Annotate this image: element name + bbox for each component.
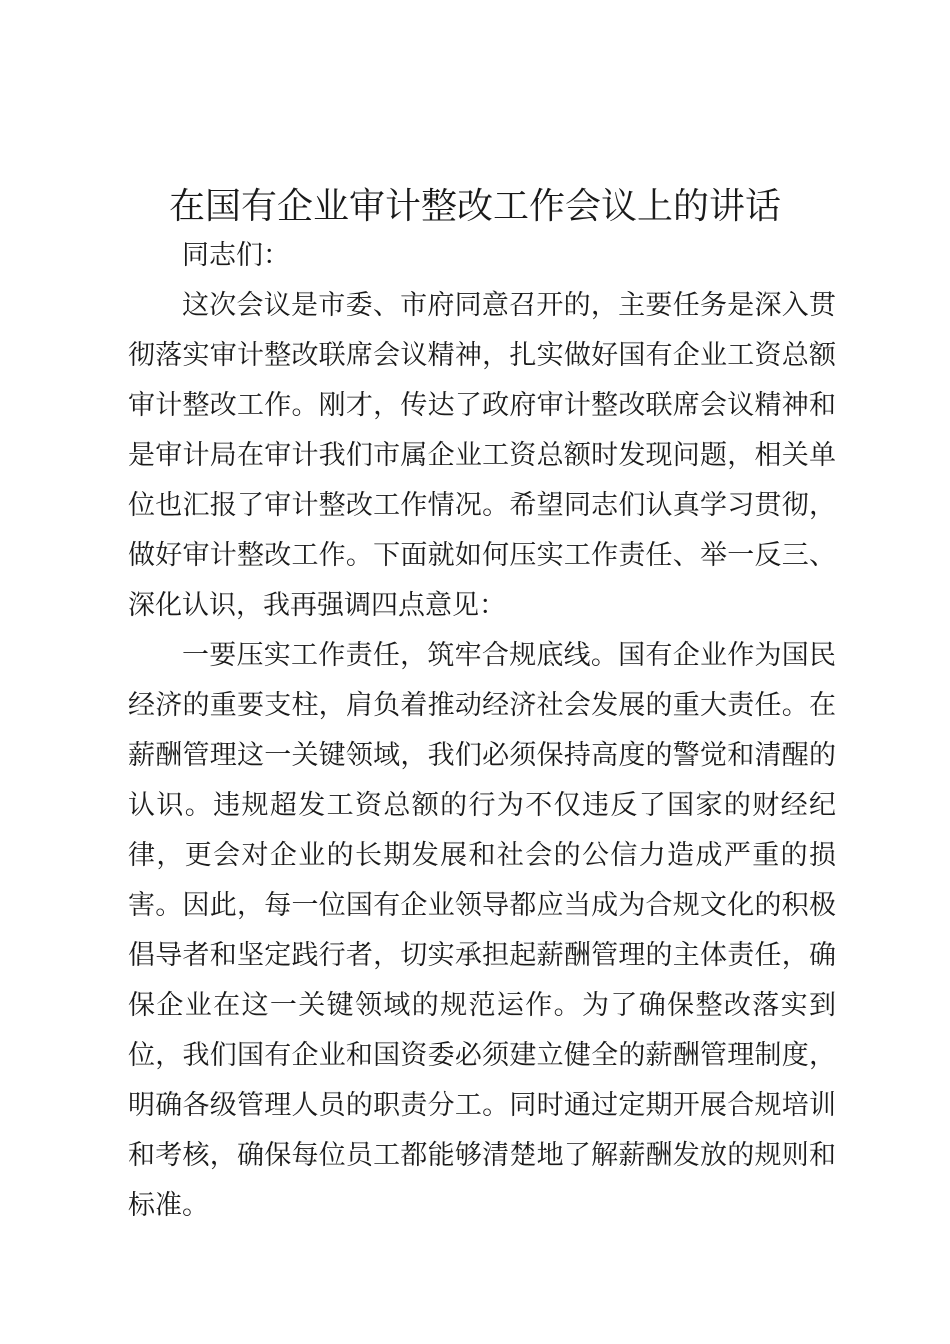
document-body: [128, 231, 836, 1231]
paragraph-1: 这次会议是市委、市府同意召开的，主要任务是深入贯彻落实审计整改联席会议精神，扎实做好国有企业工资总额审计整改工作。刚才，传达了政府审计整改联席会议精神和是审计局在审计我们市属企业工资总额时发现问题，相关单位也汇报了审计整改工作情况。希望同志们认真学习贯彻，做好审计整改工作。下面就如何压实工作责任、举一反三、深化认识，我再强调四点意见：: [128, 290, 836, 621]
document-title: 在国有企业审计整改工作会议上的讲话: [168, 186, 781, 227]
paragraph-2: 一要压实工作责任，筑牢合规底线。国有企业作为国民经济的重要支柱，肩负着推动经济社会发展的重大责任。在薪酬管理这一关键领域，我们必须保持高度的警觉和清醒的认识。违规超发工资总额的行为不仅违反了国家的财经纪律，更会对企业的长期发展和社会的公信力造成严重的损害。因此，每一位国有企业领导都应当成为合规文化的积极倡导者和坚定践行者，切实承担起薪酬管理的主体责任，确保企业在这一关键领域的规范运作。为了确保整改落实到位，我们国有企业和国资委必须建立健全的薪酬管理制度，明确各级管理人员的职责分工。同时通过定期开展合规培训和考核，确保每位员工都能够清楚地了解薪酬发放的规则和标准。: [128, 640, 836, 1221]
salutation: 同志们：: [182, 240, 290, 271]
